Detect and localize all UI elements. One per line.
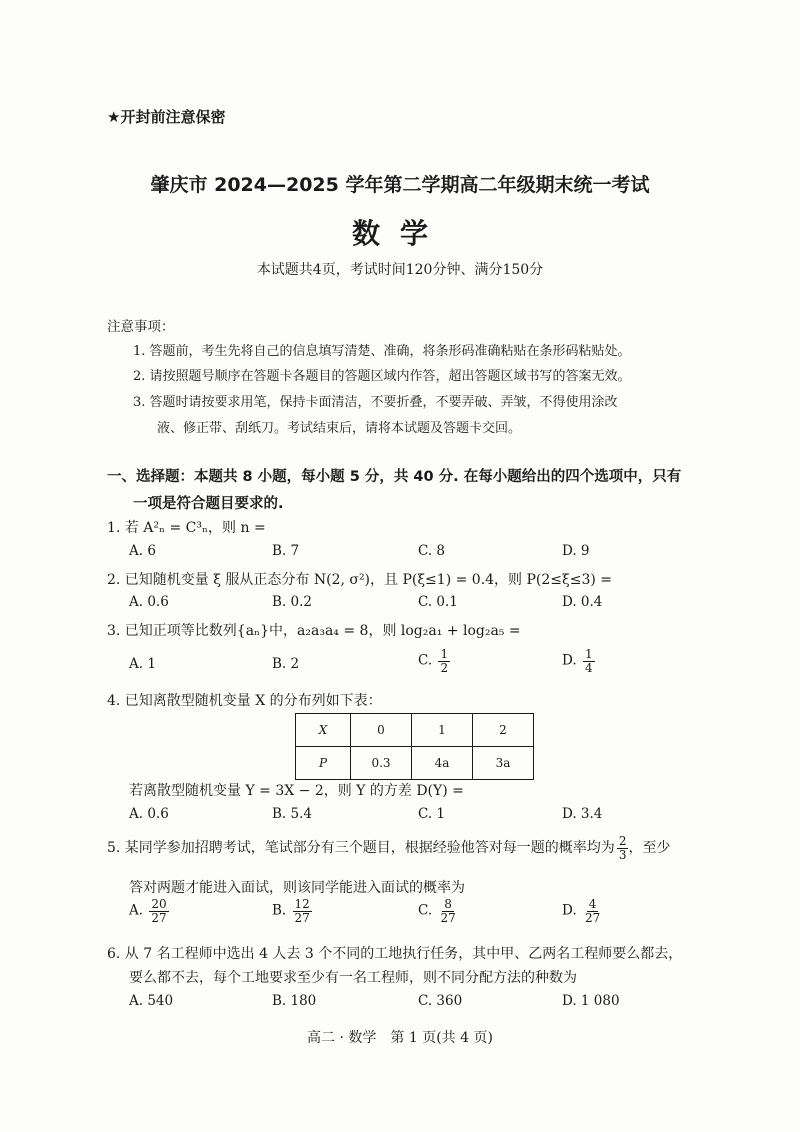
fraction-denominator: 27 (294, 910, 310, 925)
question-6-stem: 6. 从 7 名工程师中选出 4 人去 3 个不同的工地执行任务，其中甲、乙两名工程师要么都去， (107, 946, 683, 962)
table-cell: 0.3 (351, 747, 412, 780)
question-4-stem-2: 若离散型随机变量 Y = 3X − 2，则 Y 的方差 D(Y) = (129, 783, 464, 799)
q5-option-b-label: B. (272, 902, 287, 919)
fraction-numerator: 12 (294, 897, 310, 911)
fraction-numerator: 2 (618, 834, 627, 848)
q3-option-d (562, 648, 595, 674)
table-cell: 4a (412, 747, 473, 780)
section-heading: 一、选择题：本题共 8 小题，每小题 5 分，共 40 分. 在每小题给出的四个选项中，只有 (107, 469, 682, 485)
q4-option-b: B. 5.4 (272, 806, 312, 822)
q2-option-b: B. 0.2 (272, 594, 312, 610)
fraction-denominator: 4 (584, 660, 593, 675)
q5-option-d (562, 898, 602, 924)
fraction-denominator: 27 (584, 910, 601, 925)
fraction-numerator: 4 (588, 897, 597, 911)
fraction-numerator: 1 (584, 647, 593, 661)
q3-option-d-fraction (583, 648, 595, 674)
q6-option-c: C. 360 (418, 993, 463, 1009)
table-row (296, 747, 534, 780)
q2-option-d: D. 0.4 (562, 594, 603, 610)
section-heading-cont: 一项是符合题目要求的. (133, 496, 284, 512)
question-3-stem: 3. 已知正项等比数列{aₙ}中，a₂a₃a₄ = 8，则 log₂a₁ + log₂a₅ = (107, 623, 521, 639)
fraction-denominator: 3 (618, 847, 627, 862)
question-2-stem: 2. 已知随机变量 ξ 服从正态分布 N(2, σ²)，且 P(ξ≤1) = 0.4，则 P(2≤ξ≤3) = (107, 572, 613, 588)
q5-option-b-fraction (293, 898, 312, 924)
question-1-stem: 1. 若 A²ₙ = C³ₙ，则 n = (107, 520, 266, 536)
q3-option-c (418, 648, 450, 674)
fraction-numerator: 20 (151, 897, 167, 911)
q4-option-a: A. 0.6 (129, 806, 169, 822)
table-cell: 1 (412, 714, 473, 747)
q1-option-b: B. 7 (272, 543, 300, 559)
table-cell: P (296, 747, 351, 780)
q3-option-c-label: C. (418, 652, 433, 669)
q5-option-c-fraction (438, 898, 457, 924)
notes-heading: 注意事项： (107, 319, 175, 335)
question-5-text-tail: ，至少 (628, 840, 671, 857)
fraction-denominator: 27 (440, 910, 456, 925)
table-cell: 0 (351, 714, 412, 747)
q1-option-c: C. 8 (418, 543, 446, 559)
exam-title: 肇庆市 2024—2025 学年第二学期高二年级期末统一考试 (150, 174, 650, 196)
q3-option-a: A. 1 (129, 656, 156, 672)
q3-option-c-fraction (438, 648, 450, 674)
confidential-notice: ★开封前注意保密 (107, 108, 226, 126)
fraction-numerator: 8 (444, 897, 452, 911)
table-row (296, 714, 534, 747)
fraction-numerator: 1 (440, 647, 449, 661)
note-item-1: 1. 答题前，考生先将自己的信息填写清楚、准确，将条形码准确粘贴在条形码粘贴处。 (133, 344, 631, 359)
q5-option-d-label: D. (562, 902, 577, 919)
table-cell: 2 (473, 714, 534, 747)
fraction-denominator: 2 (440, 660, 449, 675)
fraction-denominator: 27 (151, 910, 167, 925)
q6-option-a: A. 540 (129, 993, 174, 1009)
q5-option-c-label: C. (418, 902, 433, 919)
q3-option-d-label: D. (562, 652, 577, 669)
page-footer: 高二 · 数学 第 1 页(共 4 页) (307, 1030, 493, 1046)
q1-option-a: A. 6 (129, 543, 156, 559)
question-5-stem (107, 835, 670, 861)
q5-option-a (129, 898, 169, 924)
subject-heading: 数学 (351, 217, 448, 250)
distribution-table (295, 713, 534, 780)
question-6-stem-2: 要么都不去，每个工地要求至少有一名工程师，则不同分配方法的种数为 (129, 970, 577, 986)
q5-option-b (272, 898, 312, 924)
note-item-2: 2. 请按照题号顺序在答题卡各题目的答题区域内作答，超出答题区域书写的答案无效。 (133, 369, 631, 384)
q2-option-c: C. 0.1 (418, 594, 458, 610)
q1-option-d: D. 9 (562, 543, 590, 559)
q4-option-d: D. 3.4 (562, 806, 603, 822)
q6-option-b: B. 180 (272, 993, 317, 1009)
question-5-fraction (617, 835, 629, 861)
exam-info: 本试题共4页，考试时间120分钟、满分150分 (256, 262, 544, 278)
q5-option-a-fraction (149, 898, 168, 924)
q3-option-b: B. 2 (272, 656, 300, 672)
q6-option-d: D. 1 080 (562, 993, 620, 1009)
q4-option-c: C. 1 (418, 806, 446, 822)
q5-option-c (418, 898, 458, 924)
question-5-text: 5. 某同学参加招聘考试，笔试部分有三个题目，根据经验他答对每一题的概率均为 (107, 840, 615, 857)
note-item-3-cont: 液、修正带、刮纸刀。考试结束后，请将本试题及答题卡交回。 (157, 421, 522, 436)
question-4-stem: 4. 已知离散型随机变量 X 的分布列如下表： (107, 693, 382, 709)
table-cell: X (296, 714, 351, 747)
q5-option-d-fraction (583, 898, 602, 924)
note-item-3: 3. 答题时请按要求用笔，保持卡面清洁，不要折叠，不要弄破、弄皱，不得使用涂改 (133, 395, 618, 410)
q5-option-a-label: A. (129, 902, 144, 919)
table-cell: 3a (473, 747, 534, 780)
q2-option-a: A. 0.6 (129, 594, 169, 610)
question-5-stem-2: 答对两题才能进入面试，则该同学能进入面试的概率为 (129, 880, 465, 896)
